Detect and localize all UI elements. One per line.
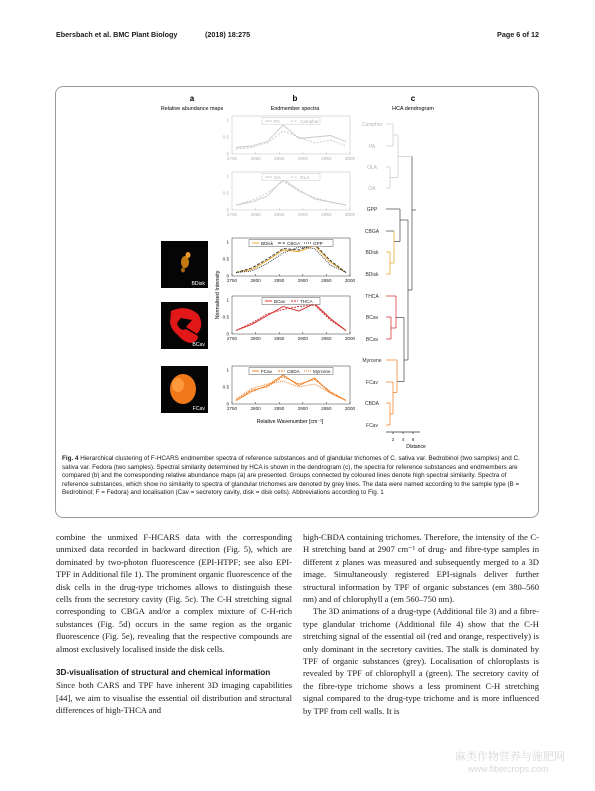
panel-b-letter: b bbox=[292, 94, 298, 103]
abundance-map-fcav bbox=[161, 366, 208, 413]
legend-label-oa: OA bbox=[274, 175, 281, 180]
legend-label-pa: PA bbox=[274, 119, 280, 124]
x-tick-label: 3000 bbox=[344, 336, 356, 341]
x-tick-label: 2750 bbox=[226, 278, 238, 283]
y-tick-label: 0.5 bbox=[222, 190, 229, 196]
spectrum-line-oa bbox=[236, 180, 346, 206]
x-tick-label: 2850 bbox=[274, 156, 285, 161]
legend-label-cbda: CBDA bbox=[287, 369, 300, 374]
body-column-right bbox=[303, 531, 539, 717]
x-tick-label: 2950 bbox=[321, 278, 332, 283]
section-heading: 3D-visualisation of structural and chemical information bbox=[56, 668, 271, 678]
dendrogram-leaf-fcav: FCav bbox=[366, 380, 378, 386]
y-axis-label: Normalised Intensity bbox=[215, 270, 221, 320]
dendrogram-x-tick-label: 2 bbox=[391, 437, 395, 442]
spectrum-line-fcav bbox=[236, 375, 346, 401]
x-axis-label: Relative Wavenumber [cm⁻¹] bbox=[256, 419, 324, 425]
y-tick-label: 0.5 bbox=[222, 256, 229, 262]
legend-label-camphor: Camphor bbox=[300, 119, 319, 124]
dendrogram-x-label: Distance bbox=[406, 444, 426, 450]
y-tick-label: 1 bbox=[226, 367, 229, 373]
x-tick-label: 2800 bbox=[250, 406, 261, 411]
legend-label-thca: THCA bbox=[300, 299, 313, 304]
x-tick-label: 3000 bbox=[344, 406, 356, 411]
legend-label-bdisk: BDisk bbox=[261, 241, 273, 246]
spectrum-panel-1 bbox=[223, 116, 356, 161]
running-header-citation: (2018) 18:275 bbox=[205, 30, 251, 39]
spectra-panels bbox=[223, 116, 356, 411]
spectrum-line-camphor bbox=[236, 131, 346, 149]
y-tick-label: 1 bbox=[226, 173, 229, 179]
y-tick-label: 0.5 bbox=[222, 314, 229, 320]
x-tick-label: 3000 bbox=[344, 212, 356, 217]
x-tick-label: 2950 bbox=[321, 336, 332, 341]
dendrogram-leaf-bdisk: BDisk bbox=[365, 272, 379, 278]
legend-label-fcav: FCav bbox=[261, 369, 272, 374]
y-tick-label: 0 bbox=[226, 207, 229, 213]
dendrogram-leaf-gpp: GPP bbox=[366, 207, 378, 213]
spectrum-panel-3 bbox=[223, 238, 356, 283]
x-tick-label: 2850 bbox=[274, 336, 285, 341]
x-tick-label: 2800 bbox=[250, 336, 261, 341]
y-tick-label: 0 bbox=[226, 273, 229, 279]
y-tick-label: 0 bbox=[226, 331, 229, 337]
dendrogram-leaf-cbga: CBGA bbox=[364, 229, 380, 235]
y-tick-label: 0.5 bbox=[222, 134, 229, 140]
x-tick-label: 2800 bbox=[250, 212, 261, 217]
page-number: Page 6 of 12 bbox=[497, 30, 539, 39]
body-column-left bbox=[56, 531, 292, 717]
x-tick-label: 2750 bbox=[226, 212, 238, 217]
x-tick-label: 2950 bbox=[321, 406, 332, 411]
legend-label-bcav: BCav bbox=[274, 299, 286, 304]
y-tick-label: 0 bbox=[226, 151, 229, 157]
dendrogram-leaf-thca: THCA bbox=[365, 294, 379, 300]
legend-label-cbga: CBGA bbox=[287, 241, 301, 246]
panel-c-title: HCA dendrogram bbox=[392, 106, 434, 112]
paragraph: high-CBDA containing trichomes. Therefore, the intensity of the C-H stretching band at 2907 cm⁻¹ of drug- and fibre-type samples in different z planes was measured and subsequently merged to a 3D image. Simultaneously registered EPI-signals deliver further structural information by TPF of organic substances (em 380–560 nm) and of chlorophyll a (em 560–750 nm). bbox=[303, 532, 539, 605]
spectrum-panel-4 bbox=[223, 296, 356, 341]
dendrogram-leaf-cbda: CBDA bbox=[365, 401, 379, 407]
dendrogram-leaf-camphor: Camphor bbox=[361, 122, 383, 128]
abundance-map-bdisk bbox=[161, 241, 208, 288]
legend-label-myrcene: Myrcene bbox=[313, 369, 331, 374]
dendrogram-x-tick-label: 6 bbox=[411, 437, 415, 442]
spectrum-panel-5 bbox=[223, 366, 356, 411]
caption-text: Hierarchical clustering of F-HCARS endmember spectra of reference substances and of glandular trichomes of C. sativa var. Bedrobinol (two samples) and C. sativa var. Fedora (two samples). Spectral similarity determined by HCA is shown in the dendrogram (c), the spectra for reference substances and endmembers are compared (b) and the corresponding relative abundance maps (a) are presented. Groups connected by coloured lines denote high spectral similarity. Spectra of reference substances, which show no similarity to spectra of glandular trichomes are denoted by grey lines. The data were named according to the sample type (B = Bedrobinol; F = Fedora) and localisation (Cav = secretory cavity, disk = disk cells). Abbreviations according to Fig. 1 bbox=[62, 455, 520, 497]
dendrogram-leaf-fcav: FCav bbox=[366, 423, 378, 429]
map-label-fcav: FCav bbox=[192, 406, 205, 412]
caption-label: Fig. 4 bbox=[62, 455, 79, 462]
spectrum-line-bcav bbox=[236, 304, 346, 331]
legend-label-ola: OLA bbox=[300, 175, 310, 180]
running-header-journal: Ebersbach et al. BMC Plant Biology bbox=[56, 30, 178, 39]
x-tick-label: 2800 bbox=[250, 156, 261, 161]
y-tick-label: 1 bbox=[226, 239, 229, 245]
paragraph: Since both CARS and TPF have inherent 3D imaging capabilities [44], we aim to visualise the essential oil distribution and structural differences of high-THCA and bbox=[56, 680, 292, 716]
dendrogram-leaf-pa: PA bbox=[368, 144, 376, 150]
map-label-bcav: BCav bbox=[192, 342, 205, 348]
paragraph: combine the unmixed F-HCARS data with the corresponding unmixed data recorded in backward direction (Fig. 5), which are dominated by two-photon fluorescence (EPI-HTPF; see also EPI-TPF in Additional file 1). The prominent organic fluorescence of the disk cells in the drug-type trichomes allows to distinguish these cells from the secretory cavity (Fig. 5c). The C-H stretching signal corresponding to CBGA and/or a complex mixture of C-H-rich substances (Fig. 5d) occurs in the same region as the organic fluorescence (Fig. 5e), revealing that the respective compounds are almost exclusively localised inside the disk cells. bbox=[56, 532, 292, 654]
panel-a-title: Relative abundance maps bbox=[160, 106, 224, 112]
y-tick-label: 1 bbox=[226, 297, 229, 303]
y-tick-label: 0 bbox=[226, 401, 229, 407]
x-tick-label: 2850 bbox=[274, 212, 285, 217]
watermark-chinese: 麻类作物营养与施肥网 bbox=[455, 751, 565, 763]
x-tick-label: 2750 bbox=[226, 336, 238, 341]
x-tick-label: 2850 bbox=[274, 406, 285, 411]
abundance-map-bcav bbox=[161, 302, 208, 349]
x-tick-label: 2900 bbox=[297, 212, 308, 217]
dendrogram-leaf-oa: OA bbox=[368, 186, 376, 192]
dendrogram-leaf-bcav: BCav bbox=[365, 315, 379, 321]
panel-a-letter: a bbox=[189, 94, 195, 103]
legend-label-gpp: GPP bbox=[313, 241, 323, 246]
watermark-url: www.fibercrops.com bbox=[468, 764, 549, 774]
dendrogram-leaf-bdisk: BDisk bbox=[365, 250, 379, 256]
dendrogram-leaf-ola: OLA bbox=[366, 165, 378, 171]
spectrum-panel-2 bbox=[223, 172, 356, 217]
dendrogram-leaf-myrcene: Myrcene bbox=[362, 358, 382, 364]
y-tick-label: 1 bbox=[226, 117, 229, 123]
y-tick-label: 0.5 bbox=[222, 384, 229, 390]
figure-caption bbox=[62, 455, 532, 498]
x-tick-label: 2750 bbox=[226, 406, 238, 411]
x-tick-label: 2750 bbox=[226, 156, 238, 161]
x-tick-label: 3000 bbox=[344, 156, 356, 161]
dendrogram-x-tick-label: 4 bbox=[401, 437, 405, 442]
x-tick-label: 2950 bbox=[321, 212, 332, 217]
x-tick-label: 2900 bbox=[297, 406, 308, 411]
map-label-bdisk: BDisk bbox=[191, 281, 205, 287]
x-tick-label: 2850 bbox=[274, 278, 285, 283]
x-tick-label: 2900 bbox=[297, 336, 308, 341]
panel-c-letter: c bbox=[410, 94, 416, 103]
paragraph: The 3D animations of a drug-type (Additional file 3) and a fibre- type glandular trichome (Additional file 4) show that the C-H stretching signal of the essential oil (red and orange, respectively) is only dominant in the secretory cavities. The stalk is dominated by TPF of organic substances (grey). Localisation of chloroplasts is revealed by TPF of chlorophyll a (green). The secretory cavity of the fibre-type trichome shows a less prominent C-H stretching signal compared to the drug-type trichome and is more influenced by TPF from cell walls. It is bbox=[303, 606, 539, 716]
spectrum-line-cbga bbox=[236, 244, 346, 273]
x-tick-label: 2800 bbox=[250, 278, 261, 283]
x-tick-label: 2950 bbox=[321, 156, 332, 161]
x-tick-label: 2900 bbox=[297, 156, 308, 161]
panel-c-header bbox=[392, 94, 434, 112]
x-tick-label: 3000 bbox=[344, 278, 356, 283]
spectrum-line-pa bbox=[236, 125, 346, 148]
panel-b-header bbox=[271, 94, 320, 112]
panel-b-title: Endmember spectra bbox=[270, 106, 320, 112]
panel-a-header bbox=[161, 94, 224, 112]
x-tick-label: 2900 bbox=[297, 278, 308, 283]
hca-dendrogram bbox=[362, 122, 420, 442]
dendrogram-leaf-bcav: BCav bbox=[365, 337, 379, 343]
